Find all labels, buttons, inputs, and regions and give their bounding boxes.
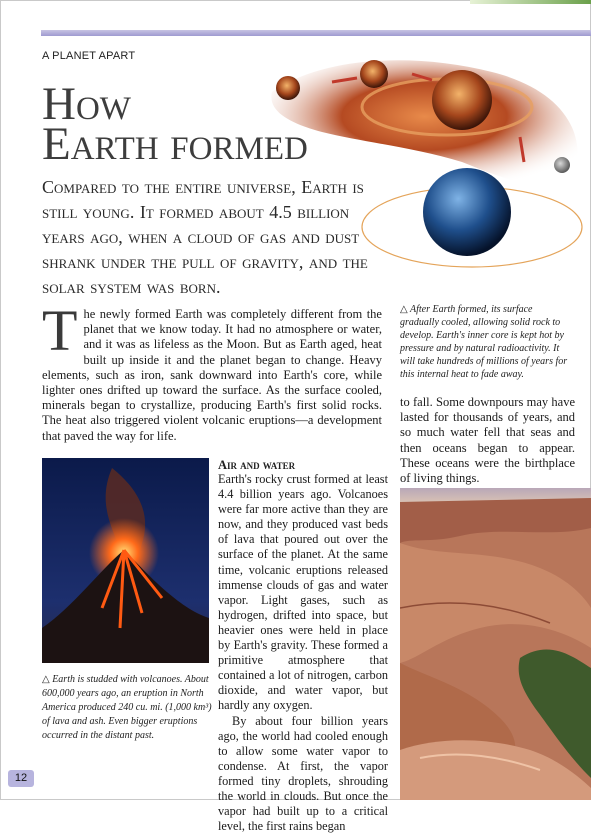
body-paragraph-text: he newly formed Earth was completely different from the planet that we know today. It had no atmosphere or water, and it was as lifeless as the Moon. But as Earth aged, heat built up inside it and the planet began to change. Heavy elements, such as iron, sank downward into Earth's core, while lighter ones drifted up toward the surface. As the surface cooled, minerals began to crystallize, producing Earth's first solid rocks. The heat also triggered violent volcanic eruptions—a development that paved the way for life. (42, 307, 382, 443)
top-accent-bar (470, 0, 591, 4)
air-paragraph-1: Earth's rocky crust formed at least 4.4 billion years ago. Volcanoes were far more active than they are now, and they produced vast beds of lava that poured out over the surface of the planet. At the same time, volcanic eruptions released immense clouds of gas and water vapor. Light gases, such as hydrogen, drifted into space, but heavier ones were held in place by Earth's gravity. These formed a primitive atmosphere that contained a lot of nitrogen, carbon dioxide, and water vapor, but hardly any oxygen. (218, 472, 388, 714)
solar-system-illustration (262, 52, 588, 300)
volcano-photo (42, 458, 209, 663)
canyon-photo (400, 488, 591, 800)
volcano-caption (42, 673, 212, 743)
molten-planet (432, 70, 492, 130)
volcano-caption-line-1: △ Earth is studded with volcanoes. (42, 674, 182, 685)
body-paragraph (42, 307, 382, 444)
protoplanet-medium (360, 60, 388, 88)
column-three-text: to fall. Some downpours may have lasted for thousands of years, and so much water fell that seas and then oceans began to appear. These oceans were the birthplace of living things. (400, 395, 575, 486)
drop-cap: T (42, 309, 77, 353)
protoplanet-small (276, 76, 300, 100)
volcano-caption-line-3: (1,000 km³) of lava and ash. Even bigger eruptions occurred in the distant past. (42, 702, 212, 741)
header-rule (41, 30, 591, 36)
page-number: 12 (8, 770, 34, 787)
moon (554, 157, 570, 173)
air-water-text (218, 472, 388, 834)
air-paragraph-2: By about four billion years ago, the world had cooled enough to allow some water vapor to condense. At first, the vapor formed tiny droplets, shrouding the world in clouds. But once the vapor had built up to a critical level, the first rains began (218, 714, 388, 834)
intro-paragraph: Compared to the entire universe, Earth is still young. It formed about 4.5 billion years ago, when a cloud of gas and dust shrank under the pull of gravity, and the solar system was born. (42, 175, 382, 300)
title-line-1: How (42, 84, 372, 124)
section-label: A PLANET APART (42, 50, 135, 62)
air-water-heading: Air and water (218, 458, 295, 473)
hero-caption: △ After Earth formed, its surface gradually cooled, allowing solid rock to develop. Earth's inner core is kept hot by pressure and by natural radioactivity. It will take hundreds of millions of years for this internal heat to fade away. (400, 303, 570, 381)
earth-globe (423, 168, 511, 256)
volcano-caption-line-2: About 600,000 years ago, an eruption in North America produced 240 cu. mi. (42, 674, 209, 713)
title-line-2: Earth formed (42, 124, 372, 164)
